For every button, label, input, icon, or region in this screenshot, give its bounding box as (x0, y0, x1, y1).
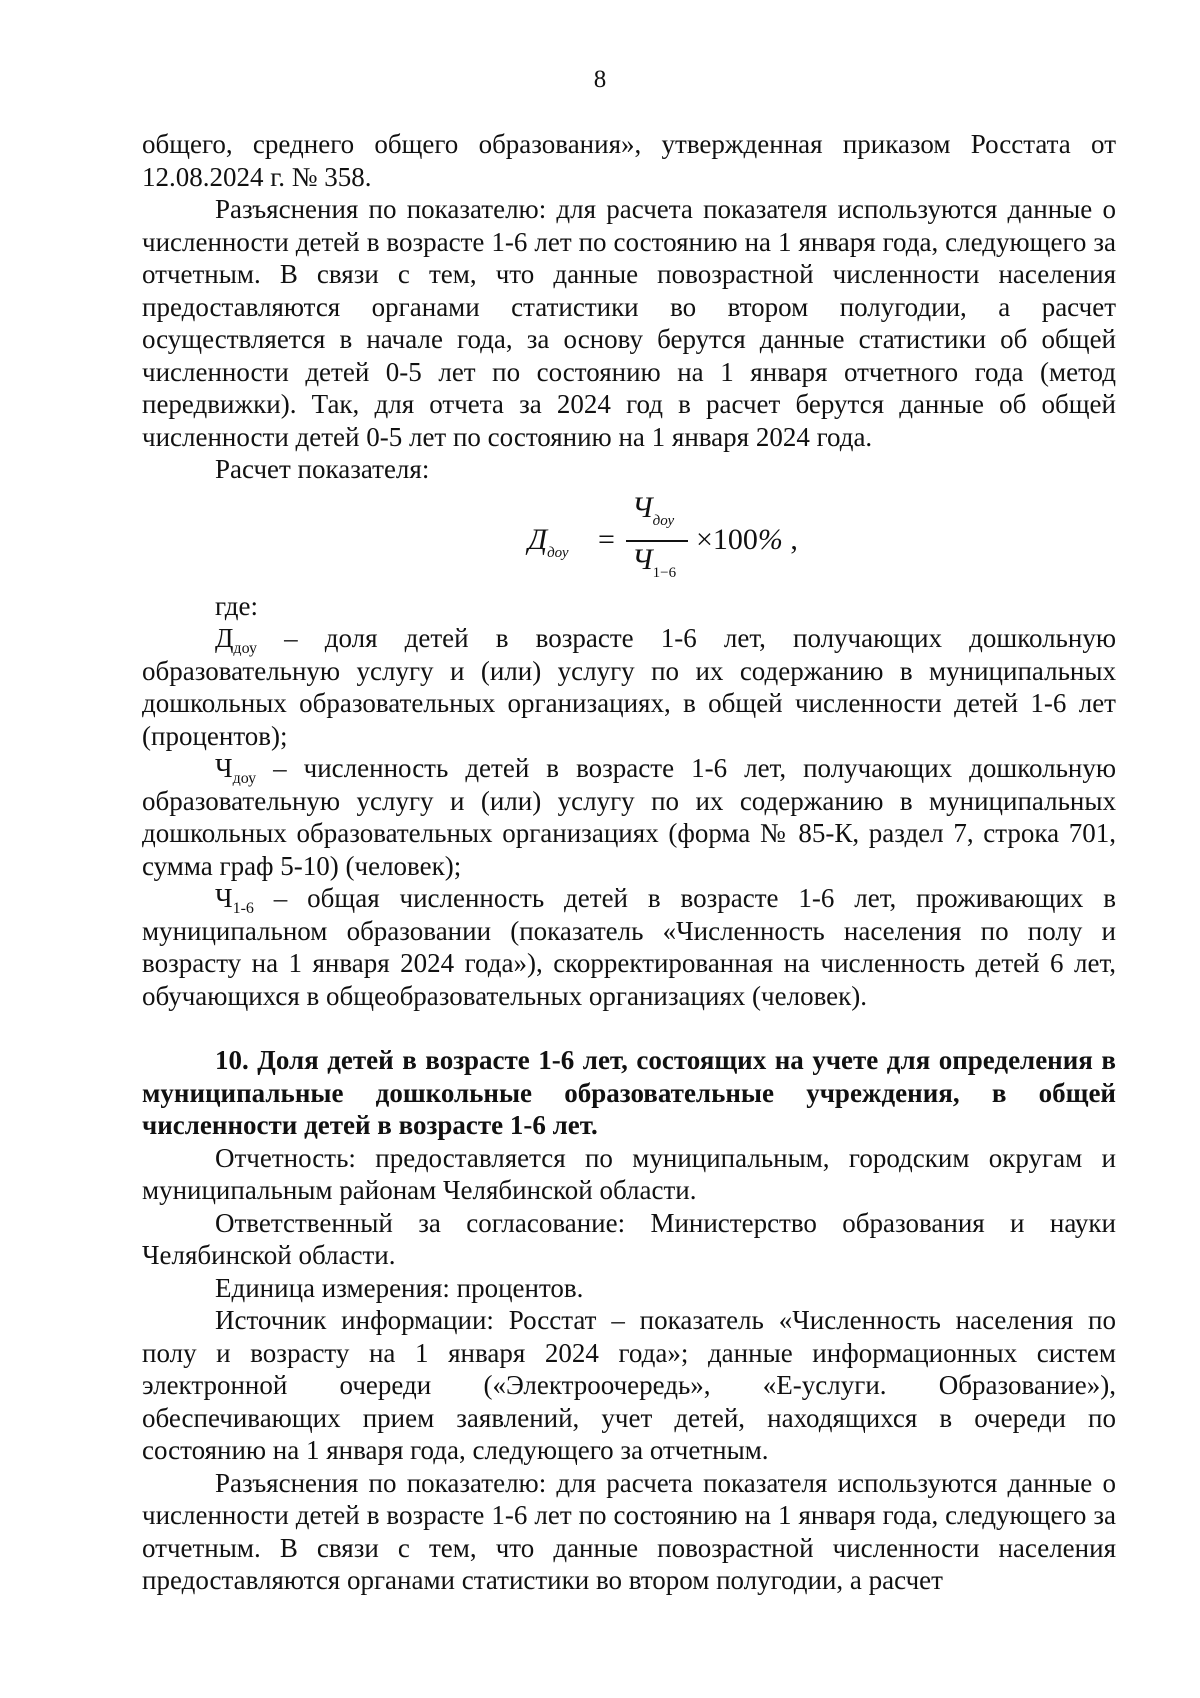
section-10-explanation: Разъяснения по показателю: для расчета показателя используются данные о численности детей в возрасте 1-6 лет по состоянию на 1 января года, следующего за отчетным. В связи с тем, что данные повозрастной численности населения предоставляются органами статистики во втором полугодии, а расчет (142, 1467, 1116, 1595)
formula-denominator-symbol: Ч (632, 542, 653, 576)
formula-fraction (626, 492, 688, 586)
definition-share (142, 622, 1116, 752)
formula-lhs-symbol: Д (528, 522, 548, 556)
formula-multiplier (696, 524, 798, 557)
definition-share-text: – доля детей в возрасте 1-6 лет, получающих дошкольную образовательную услугу и (или) услугу по их содержанию в муниципальных дошкольных образовательных организациях, в общей численности детей 1-6 лет (процентов); (142, 623, 1116, 751)
page-number: 8 (593, 66, 607, 93)
definition-total-symbol: Ч (215, 883, 233, 913)
section-10-heading: 10. Доля детей в возрасте 1-6 лет, состоящих на учете для определения в муниципальные дошкольные образовательные учреждения, в общей численности детей в возрасте 1-6 лет. (142, 1045, 1116, 1140)
paragraph-source-continued: общего, среднего общего образования», утвержденная приказом Росстата от 12.08.2024 г. № 358. (142, 129, 1116, 192)
definition-enrolled-text: – численность детей в возрасте 1-6 лет, получающих дошкольную образовательную услугу и (или) услугу по их содержанию в муниципальных дошкольных образовательных организациях (форма № 85-К, раздел 7, строка 701, сумма граф 5-10) (человек); (142, 753, 1116, 881)
formula-tail: , (782, 522, 798, 556)
section-10-responsible: Ответственный за согласование: Министерство образования и науки Челябинской области. (142, 1207, 1116, 1270)
section-10-unit: Единица измерения: процентов. (215, 1272, 584, 1303)
paragraph-where: где: (215, 590, 258, 621)
definition-enrolled (142, 752, 1116, 882)
definition-total-subscript: 1-6 (232, 900, 254, 917)
section-10-reporting: Отчетность: предоставляется по муниципальным, городским округам и муниципальным районам Челябинской области. (142, 1142, 1116, 1205)
formula-multiplier-value: ×100 (696, 522, 758, 556)
definition-share-subscript: доу (233, 640, 257, 657)
page-content (142, 128, 1116, 1597)
formula-numerator-symbol: Ч (632, 490, 653, 524)
paragraph-explanation: Разъяснения по показателю: для расчета показателя используются данные о численности детей в возрасте 1-6 лет по состоянию на 1 января года, следующего за отчетным. В связи с тем, что данные повозрастной численности населения предоставляются органами статистики во втором полугодии, а расчет осуществляется в начале года, за основу берутся данные статистики об общей численности детей 0-5 лет по состоянию на 1 января отчетного года (метод передвижки). Так, для отчета за 2024 год в расчет берутся данные об общей численности детей 0-5 лет по состоянию на 1 января 2024 года. (142, 194, 1116, 452)
definition-share-symbol: Д (215, 623, 234, 653)
definition-enrolled-subscript: доу (232, 770, 257, 787)
formula-lhs (528, 522, 569, 561)
formula-equals: = (598, 522, 615, 556)
section-10-source: Источник информации: Росстат – показатель «Численность населения по полу и возрасту на 1 января 2024 года»; данные информационных систем электронной очереди («Электроочередь», «Е-услуги. Образование»), обеспечивающих прием заявлений, учет детей, находящихся в очереди по состоянию на 1 января года, следующего за отчетным. (142, 1305, 1116, 1465)
formula-numerator-subscript: доу (652, 512, 675, 529)
fraction-bar (626, 540, 688, 542)
formula-lhs-subscript: доу (547, 544, 569, 561)
formula-block (142, 492, 1116, 586)
definition-enrolled-symbol: Ч (215, 753, 233, 783)
definition-total (142, 882, 1116, 1012)
formula-denominator-subscript: 1−6 (652, 564, 677, 581)
definition-total-text: – общая численность детей в возрасте 1-6 лет, проживающих в муниципальном образовании (показатель «Численность населения по полу и возрасту на 1 января 2024 года»), скорректированная на численность детей 6 лет, обучающихся в общеобразовательных организациях (человек). (142, 883, 1116, 1011)
formula-denominator (632, 542, 677, 581)
formula-percent-sign: % (757, 522, 783, 556)
formula-numerator (632, 490, 675, 529)
paragraph-calculation-intro: Расчет показателя: (215, 454, 430, 484)
